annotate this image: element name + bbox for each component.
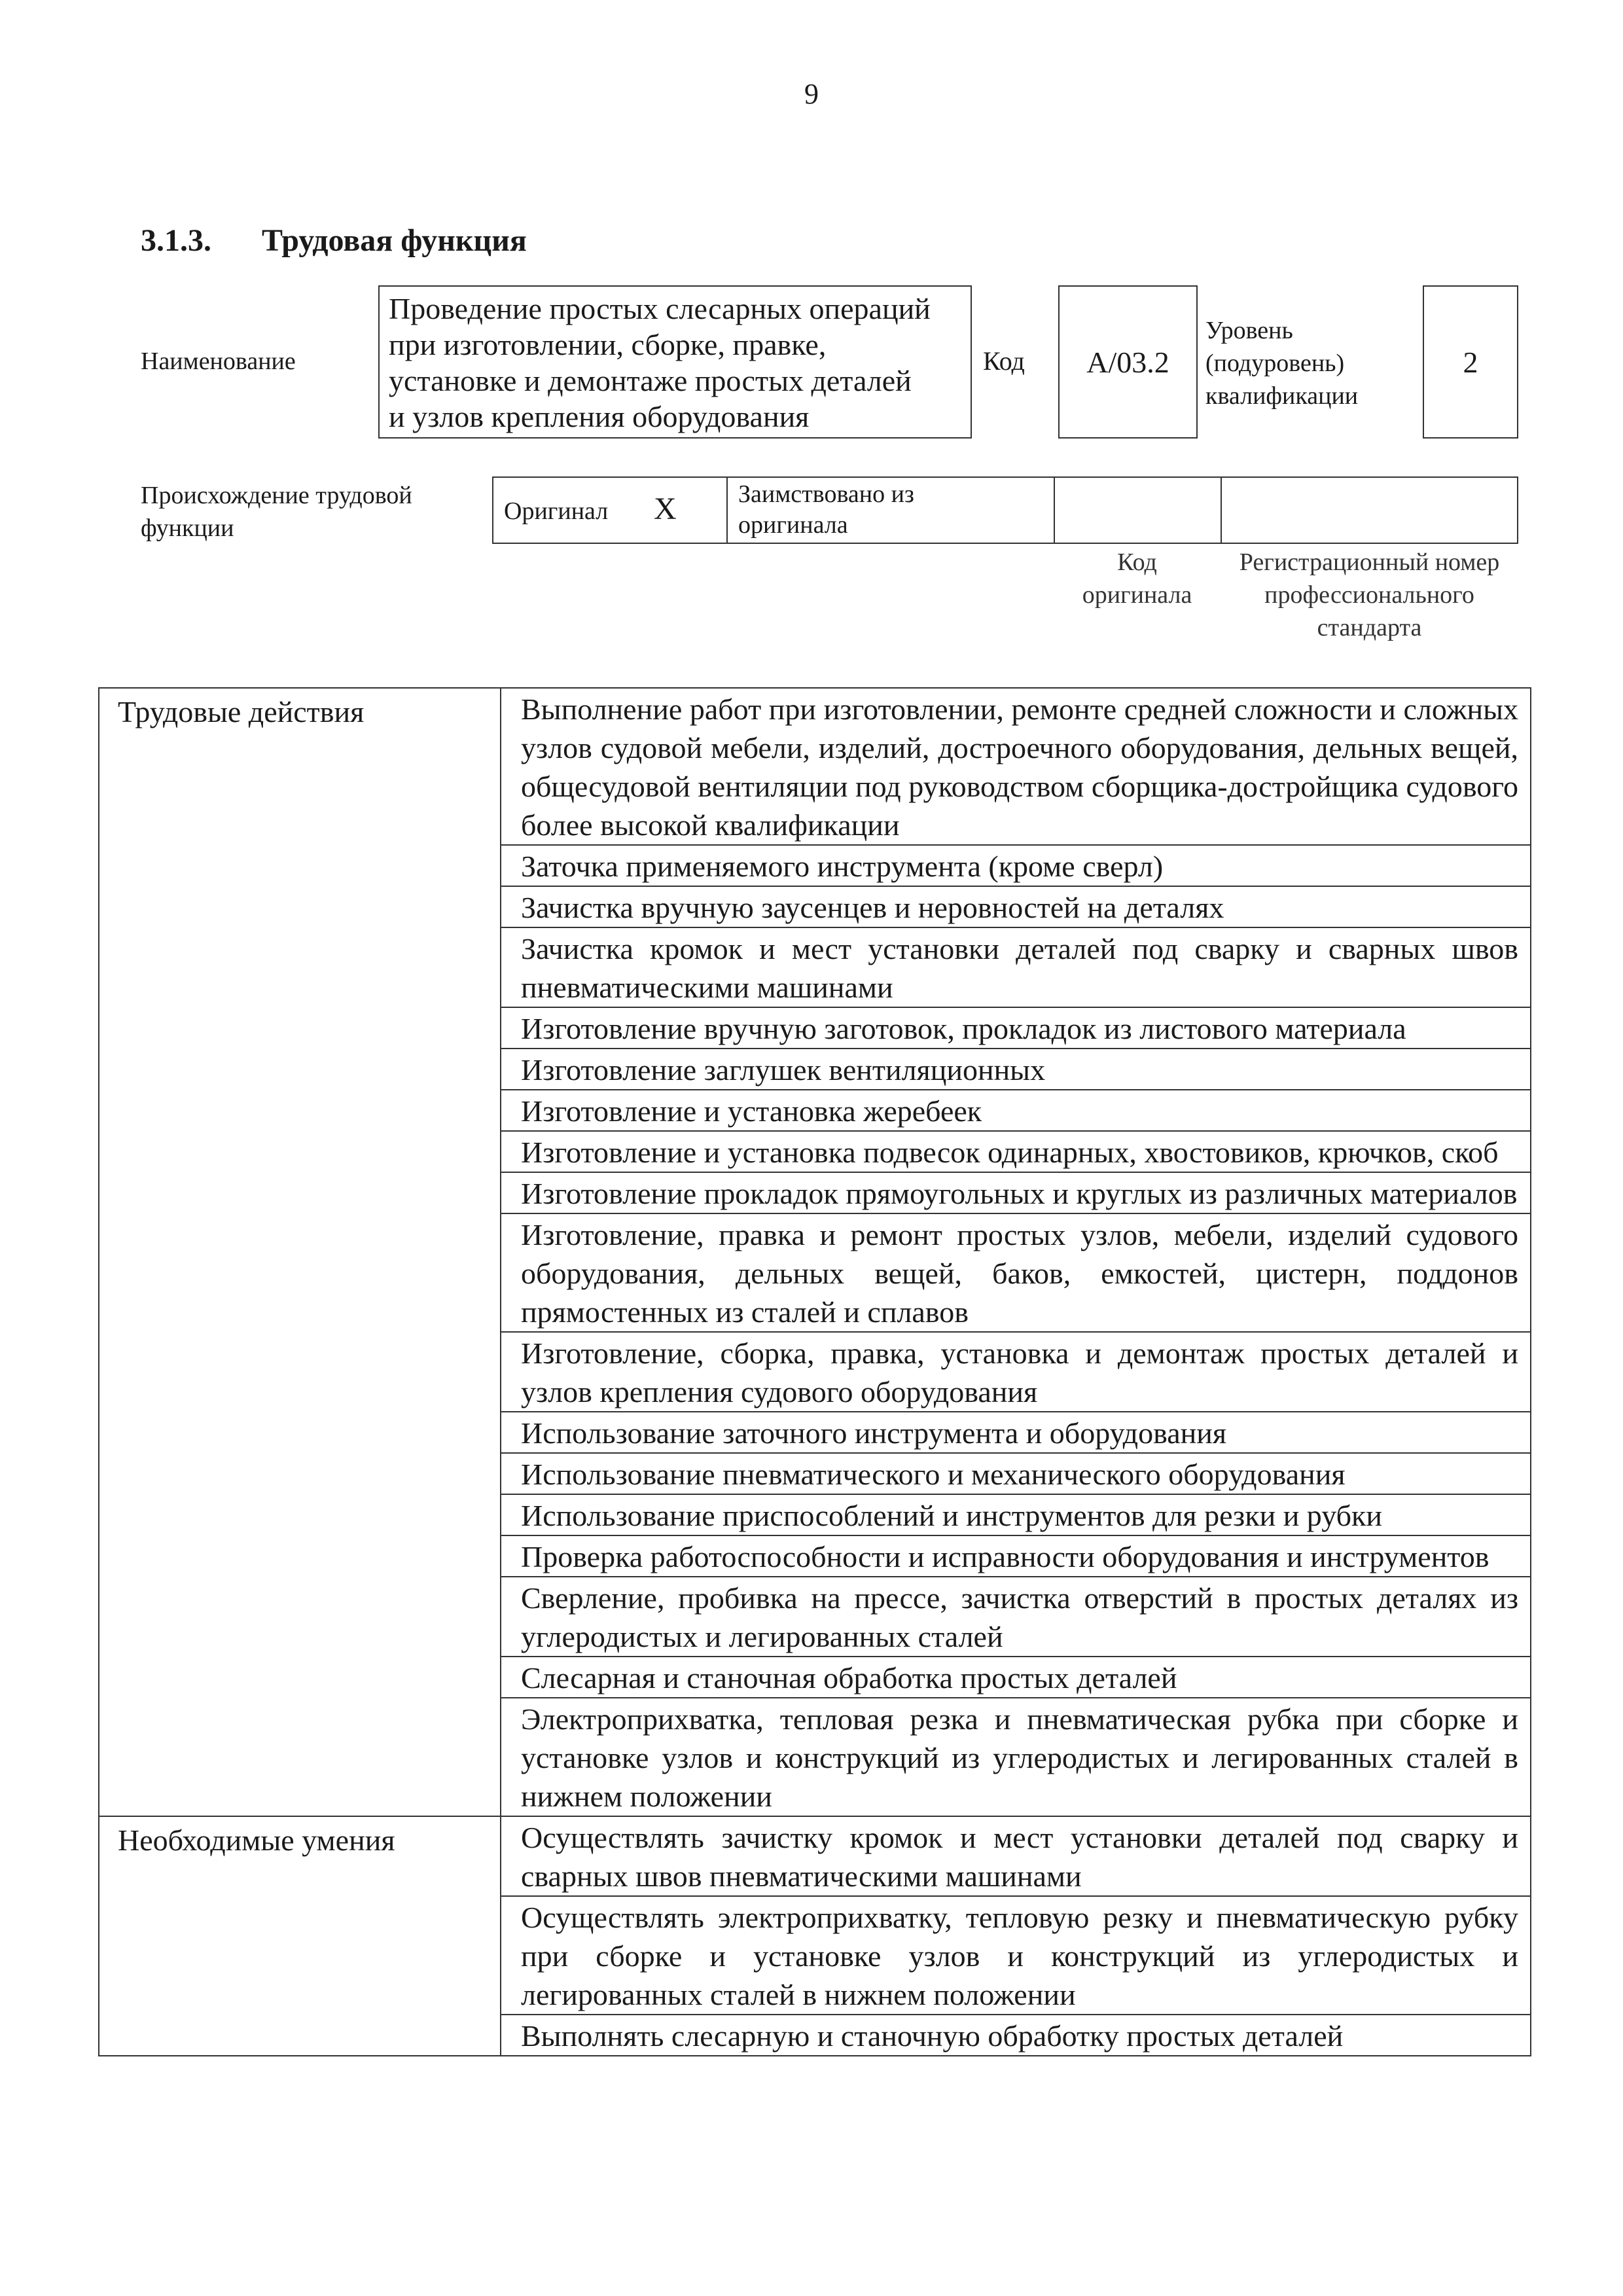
code-label: Код bbox=[983, 346, 1025, 376]
level-label bbox=[1205, 314, 1358, 412]
caption-line: профессионального bbox=[1264, 581, 1474, 609]
function-name-line: и узлов крепления оборудования bbox=[389, 400, 810, 433]
action-item: Изготовление прокладок прямоугольных и круглых из различных материалов bbox=[501, 1172, 1531, 1213]
section-title: Трудовая функция bbox=[262, 223, 527, 258]
skill-item: Осуществлять зачистку кромок и мест установки деталей под сварку и сварных швов пневматическими машинами bbox=[501, 1816, 1531, 1896]
action-item: Зачистка вручную заусенцев и неровностей на деталях bbox=[501, 886, 1531, 927]
skill-item: Выполнять слесарную и станочную обработку простых деталей bbox=[501, 2015, 1531, 2056]
origin-label-line: функции bbox=[141, 514, 234, 542]
skill-item: Осуществлять электроприхватку, тепловую резку и пневматическую рубку при сборке и установке узлов и конструкций из углеродистых и легированных сталей в нижнем положении bbox=[501, 1896, 1531, 2015]
table-row bbox=[99, 1816, 1531, 1896]
function-name-box bbox=[378, 285, 972, 439]
reg-number-caption bbox=[1221, 546, 1518, 644]
action-item: Выполнение работ при изготовлении, ремонте средней сложности и сложных узлов судовой мебели, изделий, достроечного оборудования, дельных вещей, общесудовой вентиляции под руководством сборщика-достройщика судового более высокой квалификации bbox=[501, 688, 1531, 845]
borrowed-label-line: оригинала bbox=[738, 511, 848, 539]
page-number: 9 bbox=[804, 78, 819, 110]
origin-table bbox=[492, 476, 1518, 544]
action-item: Использование заточного инструмента и оборудования bbox=[501, 1412, 1531, 1453]
caption-line: Код bbox=[1117, 548, 1157, 576]
action-item: Изготовление, сборка, правка, установка и демонтаж простых деталей и узлов крепления судового оборудования bbox=[501, 1332, 1531, 1412]
action-item: Сверление, пробивка на прессе, зачистка отверстий в простых деталях из углеродистых и легированных сталей bbox=[501, 1577, 1531, 1657]
action-item: Изготовление заглушек вентиляционных bbox=[501, 1049, 1531, 1090]
action-item: Изготовление, правка и ремонт простых узлов, мебели, изделий судового оборудования, дельных вещей, баков, емкостей, цистерн, поддонов прямостенных из сталей и сплавов bbox=[501, 1213, 1531, 1332]
caption-line: оригинала bbox=[1082, 581, 1192, 609]
actions-label: Трудовые действия bbox=[99, 688, 501, 1816]
function-name-line: Проведение простых слесарных операций bbox=[389, 292, 931, 325]
original-code-cell bbox=[1055, 478, 1222, 543]
skills-label: Необходимые умения bbox=[99, 1816, 501, 2056]
borrowed-cell bbox=[728, 478, 1055, 543]
labor-function-table bbox=[98, 687, 1531, 2056]
origin-label bbox=[141, 479, 412, 545]
original-cell bbox=[493, 478, 728, 543]
action-item: Слесарная и станочная обработка простых деталей bbox=[501, 1657, 1531, 1698]
level-label-line: квалификации bbox=[1205, 382, 1359, 410]
action-item: Использование пневматического и механического оборудования bbox=[501, 1453, 1531, 1494]
level-label-line: (подуровень) bbox=[1205, 350, 1345, 377]
table-row bbox=[99, 688, 1531, 845]
action-item: Изготовление и установка подвесок одинарных, хвостовиков, крючков, скоб bbox=[501, 1131, 1531, 1172]
original-code-caption bbox=[1054, 546, 1221, 611]
name-label: Наименование bbox=[141, 348, 296, 375]
action-item: Использование приспособлений и инструментов для резки и рубки bbox=[501, 1494, 1531, 1535]
action-item: Заточка применяемого инструмента (кроме сверл) bbox=[501, 845, 1531, 886]
caption-line: стандарта bbox=[1317, 614, 1422, 641]
borrowed-label-line: Заимствовано из bbox=[738, 480, 914, 508]
function-name-line: установке и демонтаже простых деталей bbox=[389, 364, 912, 397]
reg-number-cell bbox=[1222, 478, 1517, 543]
level-value: 2 bbox=[1423, 285, 1518, 439]
action-item: Электроприхватка, тепловая резка и пневматическая рубка при сборке и установке узлов и конструкций из углеродистых и легированных сталей в нижнем положении bbox=[501, 1698, 1531, 1816]
level-label-line: Уровень bbox=[1205, 317, 1293, 344]
action-item: Изготовление и установка жеребеек bbox=[501, 1090, 1531, 1131]
caption-line: Регистрационный номер bbox=[1239, 548, 1500, 576]
action-item: Проверка работоспособности и исправности оборудования и инструментов bbox=[501, 1535, 1531, 1577]
original-mark: X bbox=[654, 492, 677, 526]
action-item: Зачистка кромок и мест установки деталей под сварку и сварных швов пневматическими машинами bbox=[501, 927, 1531, 1007]
borrowed-label bbox=[728, 478, 1054, 541]
action-item: Изготовление вручную заготовок, прокладок из листового материала bbox=[501, 1007, 1531, 1049]
origin-label-line: Происхождение трудовой bbox=[141, 482, 412, 509]
section-number: 3.1.3. bbox=[141, 223, 211, 258]
original-label: Оригинал bbox=[504, 497, 609, 525]
function-name-line: при изготовлении, сборке, правке, bbox=[389, 328, 827, 361]
code-value: А/03.2 bbox=[1058, 285, 1198, 439]
